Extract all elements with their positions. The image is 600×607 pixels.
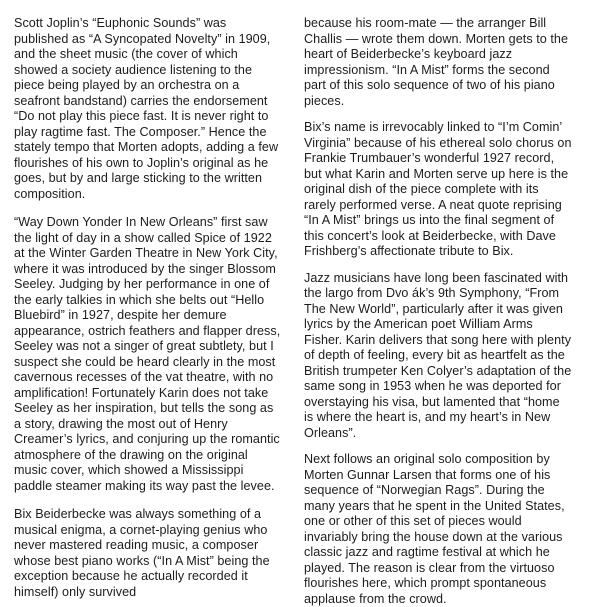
paragraph-right-1: because his room-mate — the arranger Bill Challis — wrote them down. Morten gets to the heart of Beiderbecke’s keyboard jazz impressionism. “In A Mist” forms the second part of this solo sequence of two of his piano pieces. [304, 16, 569, 108]
paragraph-left-2: “Way Down Yonder In New Orleans” first saw the light of day in a show called Spice of 1922 at the Winter Garden Theatre in New York City, where it was introduced by the singer Blossom Seeley. Judging by her performance in one of the early talkies in which she belts out “Hello Bluebird” in 1927, despite her demure appearance, ostrich feathers and flapper dress, Seeley was not a singer of great subtlety, but I suspect she could be heard clearly in the most cavernous recesses of the vat theatre, with no amplification! Fortunately Karin does not take Seeley as her inspiration, but tells the song as a story, drawing the most out of Henry Creamer’s lyrics, and conjuring up the romantic atmosphere of the drawing on the original music cover, which showed a Mississippi paddle steamer making its way past the levee. [14, 215, 281, 493]
paragraph-left-1: Scott Joplin’s “Euphonic Sounds” was published as “A Syncopated Novelty” in 1909, and the sheet music (the cover of which showed a society audience listening to the piece being played by an orchestra on a seafront bandstand) carries the endorsement “Do not play this piece fast. It is never right to play ragtime fast. The Composer.” Hence the stately tempo that Morten adopts, adding a few flourishes of his own to Joplin’s original as he goes, but by and large sticking to the written composition. [14, 16, 279, 201]
paragraph-right-3: Jazz musicians have long been fascinated with the largo from Dvo ák’s 9th Symphony, “From The New World”, particularly after it was given lyrics by the American poet William Arms Fisher. Karin delivers that song here with plenty of depth of feeling, every bit as heartfelt as the British trumpeter Ken Colyer’s adaptation of the same song in 1953 when he was deported for overstaying his visa, but lamented that “home is where the heart is, and my heart’s in New Orleans”. [304, 270, 572, 440]
paragraph-left-3: Bix Beiderbecke was always something of a musical enigma, a cornet-playing genius who never mastered reading music, a composer whose best piano works (“In A Mist” being the exception because he actually recorded it himself) only survived [14, 507, 270, 599]
left-text-column [14, 16, 282, 599]
paragraph-right-4: Next follows an original solo composition by Morten Gunnar Larsen that forms one of his sequence of “Norwegian Rags”. During the many years that he spent in the United States, one or other of this set of pieces would invariably bring the house down at the various classic jazz and ragtime festival at which he played. The reason is clear from the virtuoso flourishes here, which prompt spontaneous applause from the crowd. [304, 452, 565, 606]
right-text-column [304, 16, 572, 606]
paragraph-right-2: Bix’s name is irrevocably linked to “I’m Comin’ Virginia” because of his ethereal solo chorus on Frankie Trumbauer’s wonderful 1927 record, but what Karin and Morten serve up here is the original dish of the piece complete with its rarely performed verse. A neat quote reprising “In A Mist” brings us into the final segment of this concert’s look at Beiderbecke, with Dave Frishberg’s affectionate tribute to Bix. [304, 120, 572, 258]
